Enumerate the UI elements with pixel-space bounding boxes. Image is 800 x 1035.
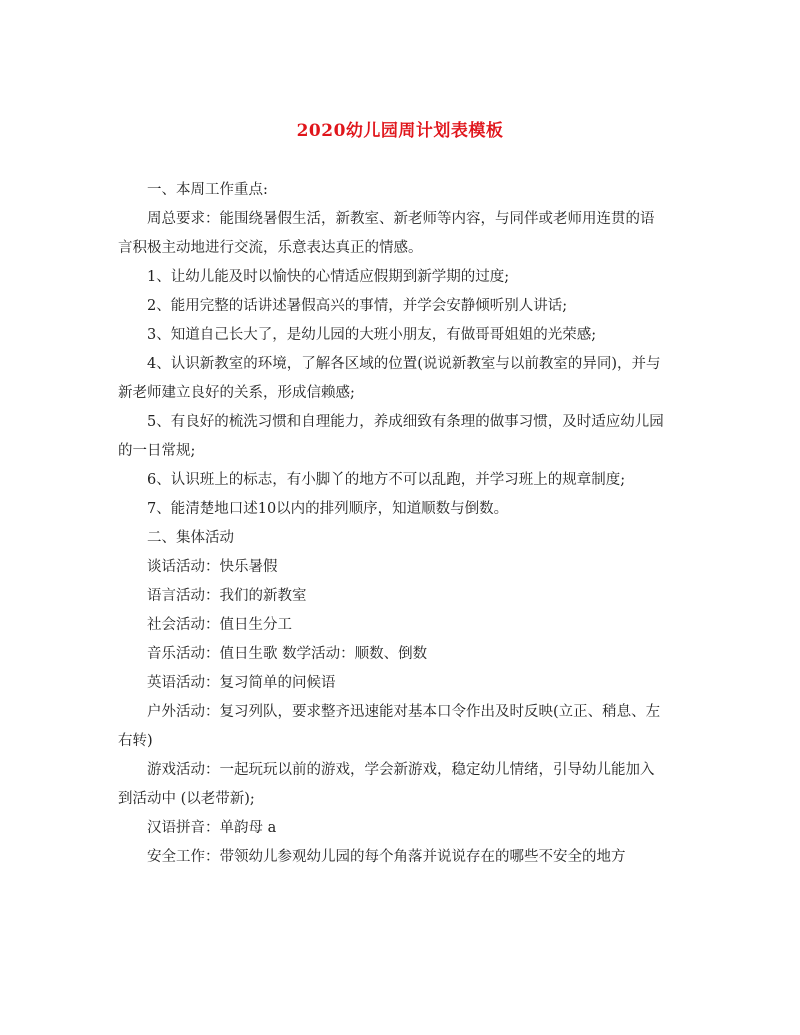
document-body: [118, 176, 668, 872]
goal-item-1: 1、让幼儿能及时以愉快的心情适应假期到新学期的过度;: [147, 269, 510, 285]
goal-item-6: 6、认识班上的标志，有小脚丫的地方不可以乱跑，并学习班上的规章制度;: [147, 472, 626, 488]
activity-outdoor: 户外活动：复习列队，要求整齐迅速能对基本口令作出及时反映(立正、稍息、左右转): [118, 704, 661, 749]
activity-pinyin: 汉语拼音：单韵母 a: [147, 820, 277, 836]
goal-item-4: 4、认识新教室的环境，了解各区域的位置(说说新教室与以前教室的异同)，并与新老师建立良好的关系，形成信赖感;: [118, 356, 661, 401]
section-heading-activities: 二、集体活动: [147, 530, 234, 546]
activity-talk: 谈话活动：快乐暑假: [147, 559, 278, 575]
section-heading-focus: 一、本周工作重点:: [147, 182, 268, 198]
document-title: 2020幼儿园周计划表模板: [296, 121, 504, 141]
goal-item-3: 3、知道自己长大了，是幼儿园的大班小朋友，有做哥哥姐姐的光荣感;: [147, 327, 597, 343]
activity-english: 英语活动：复习简单的问候语: [147, 675, 336, 691]
activity-safety: 安全工作：带领幼儿参观幼儿园的每个角落并说说存在的哪些不安全的地方: [147, 849, 626, 865]
activity-language: 语言活动：我们的新教室: [147, 588, 307, 604]
activity-game: 游戏活动：一起玩玩以前的游戏，学会新游戏，稳定幼儿情绪，引导幼儿能加入到活动中 (以老带新);: [118, 762, 655, 807]
goal-item-7: 7、能清楚地口述10以内的排列顺序，知道顺数与倒数。: [147, 501, 509, 517]
activity-music-math: 音乐活动：值日生歌 数学活动：顺数、倒数: [147, 646, 428, 662]
general-requirement-paragraph: 周总要求：能围绕暑假生活，新教室、新老师等内容，与同伴或老师用连贯的语言积极主动地进行交流，乐意表达真正的情感。: [118, 211, 655, 256]
goal-item-5: 5、有良好的梳洗习惯和自理能力，养成细致有条理的做事习惯，及时适应幼儿园的一日常规;: [118, 414, 664, 459]
goal-item-2: 2、能用完整的话讲述暑假高兴的事情，并学会安静倾听别人讲话;: [147, 298, 568, 314]
activity-social: 社会活动：值日生分工: [147, 617, 292, 633]
